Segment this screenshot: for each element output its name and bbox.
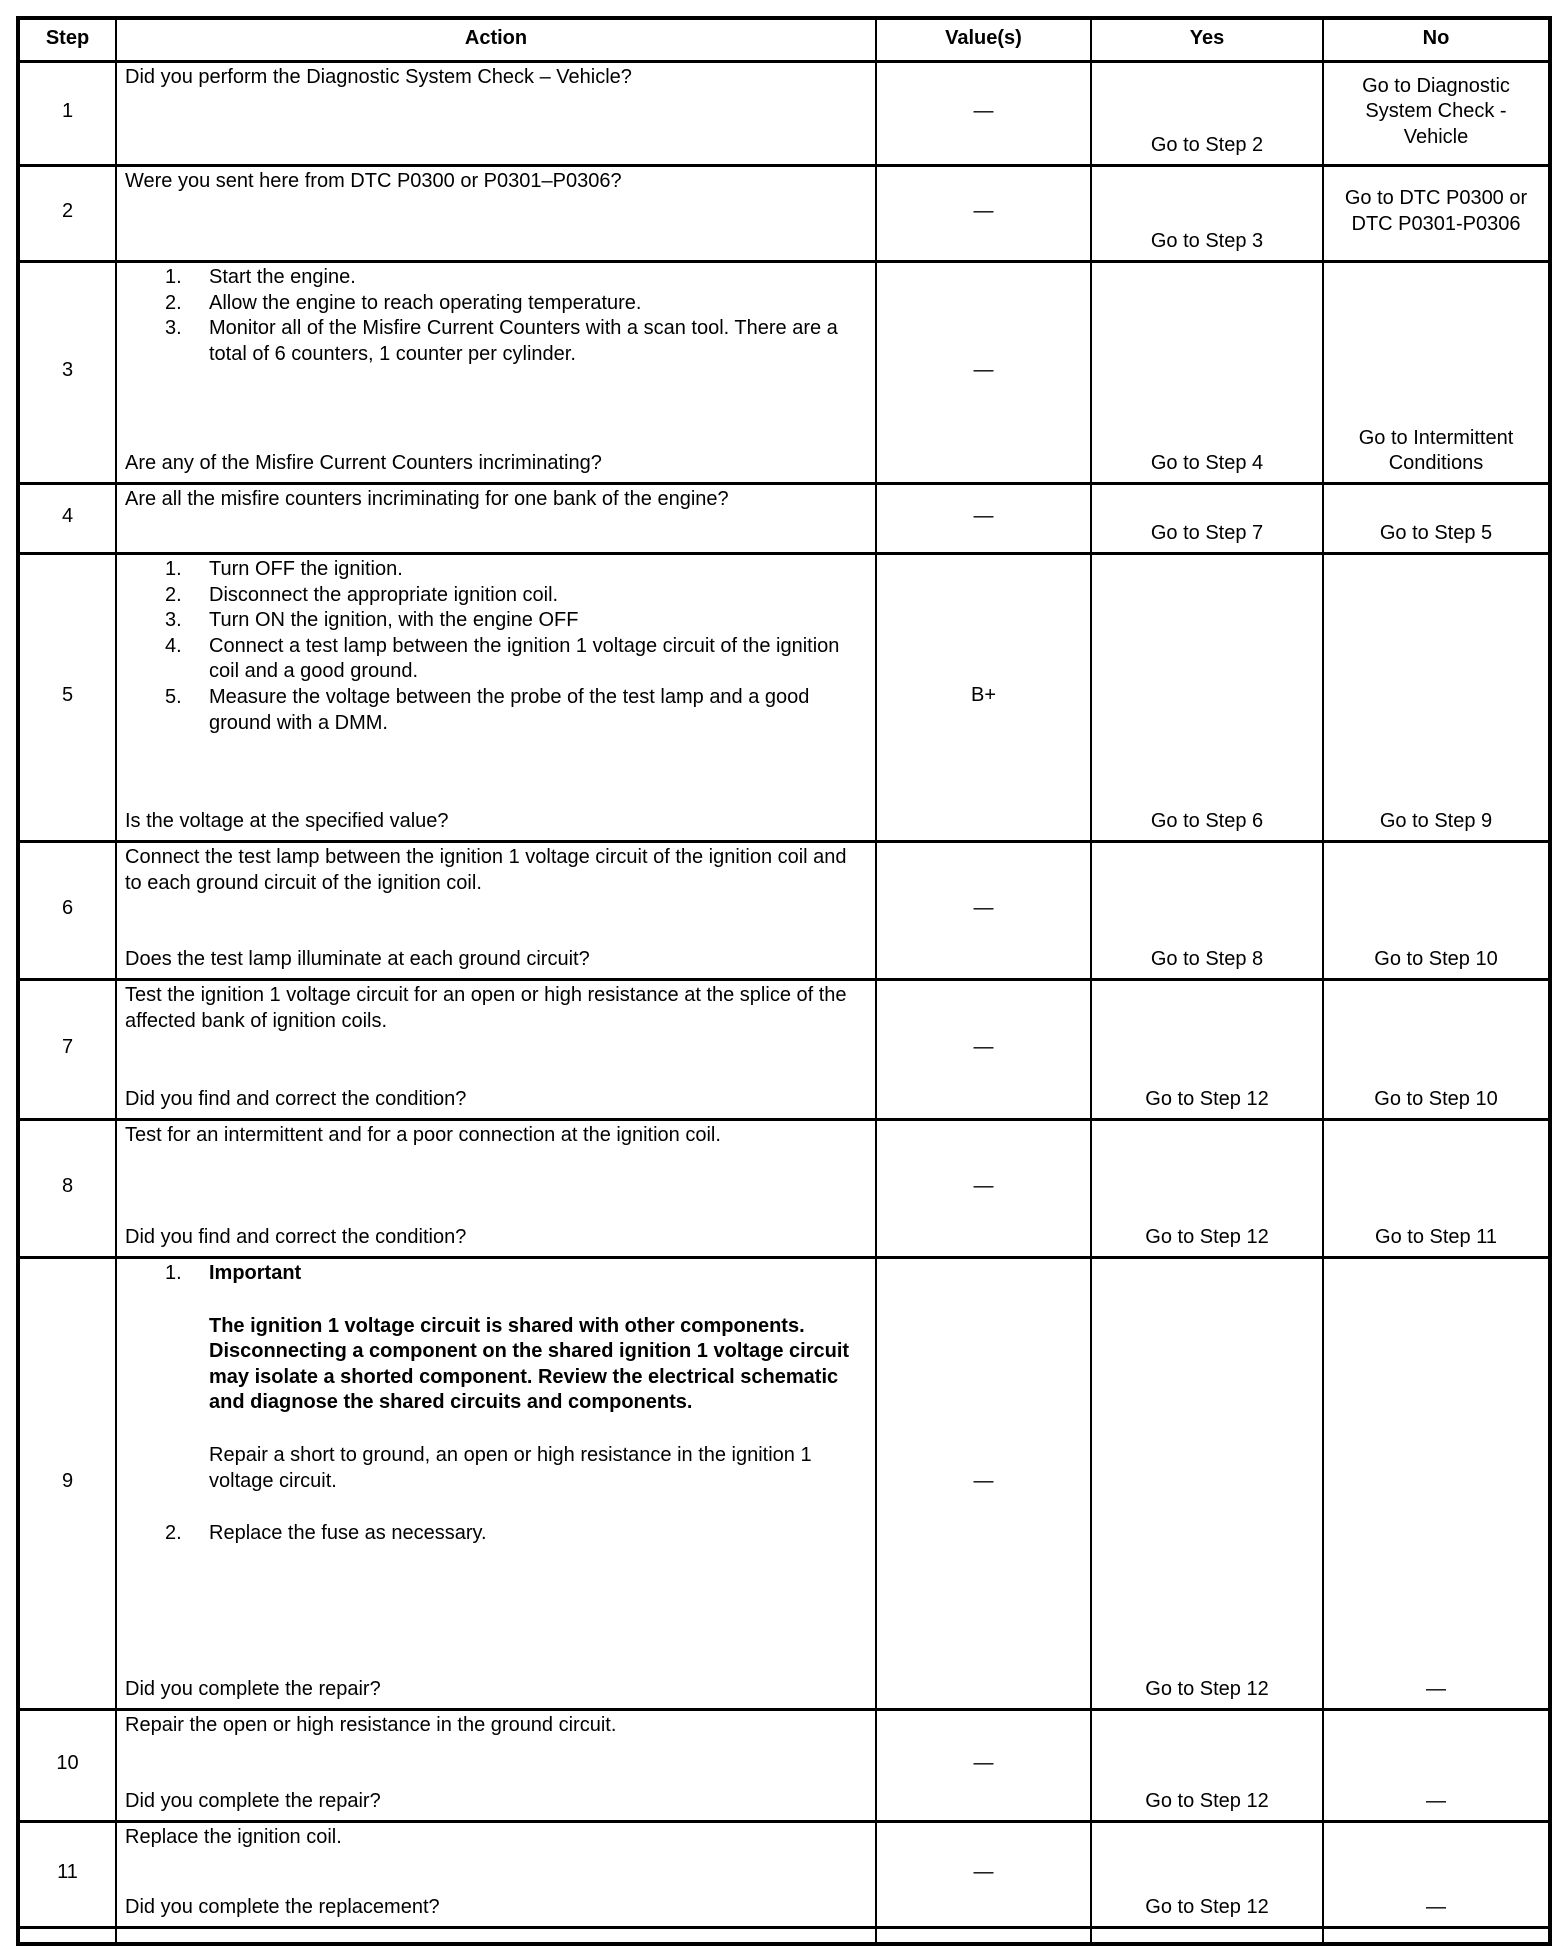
header-values: Value(s) — [875, 20, 1090, 60]
no-text: Go to Step 9 — [1379, 810, 1493, 833]
value-cell: — — [875, 167, 1090, 260]
action-step-text: Turn OFF the ignition. — [209, 558, 403, 580]
step-number: 10 — [56, 1752, 79, 1775]
no-cell — [1322, 1823, 1548, 1926]
table-row — [20, 552, 1548, 840]
value-cell: — — [875, 1259, 1090, 1708]
table-row — [20, 1118, 1548, 1256]
action-text: Are all the misfire counters incriminating for one bank of the engine? — [125, 488, 729, 510]
action-steps — [165, 1261, 867, 1547]
no-cell — [1322, 1711, 1548, 1820]
important-text: The ignition 1 voltage circuit is shared with other components. Disconnecting a component on the shared ignition 1 voltage circuit may isolate a shorted component. Review the electrical schematic and diagnose the shared circuits and components. — [209, 1314, 850, 1414]
no-cell — [1322, 1259, 1548, 1708]
action-question: Did you find and correct the condition? — [125, 1088, 467, 1111]
action-step-item — [165, 557, 867, 583]
no-cell — [1322, 485, 1548, 552]
no-cell — [1322, 63, 1548, 164]
action-text: Connect the test lamp between the ignition 1 voltage circuit of the ignition coil and to each ground circuit of the ignition coil. — [125, 846, 847, 894]
action-cell — [115, 485, 875, 552]
header-action: Action — [115, 20, 875, 60]
action-step-text: Turn ON the ignition, with the engine OFF — [209, 609, 579, 632]
yes-text: Go to Step 12 — [1145, 1226, 1269, 1249]
no-text: Go to Step 11 — [1375, 1226, 1497, 1249]
action-text: Replace the ignition coil. — [125, 1826, 342, 1848]
table-row — [20, 260, 1548, 482]
step-number: 3 — [61, 359, 74, 382]
action-step-text — [209, 1261, 867, 1494]
value-cell: — — [875, 981, 1090, 1118]
diagnostic-table — [16, 16, 1552, 1946]
table-row — [20, 60, 1548, 164]
no-text: Go to Diagnostic System Check - Vehicle — [1362, 74, 1510, 148]
yes-text: Go to Step 7 — [1150, 522, 1264, 545]
yes-cell — [1090, 263, 1322, 482]
action-step-text: Disconnect the appropriate ignition coil. — [209, 583, 559, 606]
yes-cell — [1090, 1259, 1322, 1708]
action-question: Are any of the Misfire Current Counters incriminating? — [125, 452, 602, 475]
action-step-item — [165, 583, 867, 609]
no-text: Go to Step 10 — [1374, 1088, 1498, 1111]
yes-text: Go to Step 12 — [1145, 1896, 1269, 1919]
action-step-text: Start the engine. — [209, 266, 356, 288]
action-cell — [115, 263, 875, 482]
value-cell: — — [875, 1121, 1090, 1256]
table-header-row — [20, 20, 1548, 60]
no-text: — — [1426, 1790, 1446, 1813]
action-step-text: Allow the engine to reach operating temperature. — [209, 291, 642, 314]
table-row-partial — [20, 1926, 1548, 1942]
header-step: Step — [45, 26, 90, 49]
action-cell — [115, 1121, 875, 1256]
action-cell — [115, 1823, 875, 1926]
action-cell — [115, 843, 875, 978]
action-cell — [115, 1259, 875, 1708]
yes-cell — [1090, 1711, 1322, 1820]
action-cell — [115, 167, 875, 260]
yes-text: Go to Step 8 — [1150, 948, 1264, 971]
yes-text: Go to Step 12 — [1145, 1790, 1269, 1813]
no-text: Go to Step 10 — [1374, 948, 1498, 971]
action-step-text: Measure the voltage between the probe of the test lamp and a good ground with a DMM. — [209, 685, 810, 734]
yes-text: Go to Step 12 — [1145, 1678, 1269, 1701]
action-text: Repair the open or high resistance in the ground circuit. — [125, 1714, 617, 1736]
table-row — [20, 978, 1548, 1118]
yes-cell — [1090, 485, 1322, 552]
value-cell: — — [875, 1711, 1090, 1820]
step-number: 9 — [61, 1470, 74, 1493]
action-step-item — [165, 291, 867, 317]
table-row — [20, 1820, 1548, 1926]
yes-text: Go to Step 12 — [1145, 1088, 1269, 1111]
value-cell: — — [875, 843, 1090, 978]
yes-cell — [1090, 843, 1322, 978]
step-number: 11 — [57, 1861, 78, 1884]
no-text: — — [1426, 1678, 1446, 1701]
table-row — [20, 164, 1548, 260]
step-number: 1 — [61, 100, 74, 123]
table-row — [20, 1256, 1548, 1708]
yes-cell — [1090, 1823, 1322, 1926]
value-cell: — — [875, 485, 1090, 552]
action-step-item — [165, 634, 867, 685]
action-step-item — [165, 265, 867, 291]
no-text: Go to Intermittent Conditions — [1358, 426, 1514, 475]
action-cell — [115, 555, 875, 840]
action-question: Did you complete the repair? — [125, 1790, 381, 1813]
yes-cell — [1090, 63, 1322, 164]
action-text: Did you perform the Diagnostic System Check – Vehicle? — [125, 66, 632, 88]
action-question: Did you complete the replacement? — [125, 1896, 440, 1919]
action-question: Did you find and correct the condition? — [125, 1226, 467, 1249]
table-row — [20, 482, 1548, 552]
no-text: Go to DTC P0300 or DTC P0301-P0306 — [1344, 187, 1528, 235]
step-number: 7 — [61, 1036, 74, 1059]
yes-text: Go to Step 4 — [1150, 452, 1264, 475]
step-number: 4 — [61, 505, 74, 528]
yes-cell — [1090, 981, 1322, 1118]
header-no: No — [1322, 20, 1548, 60]
action-step-item — [165, 608, 867, 634]
action-step-text: Replace the fuse as necessary. — [209, 1522, 487, 1545]
no-text: — — [1426, 1896, 1446, 1919]
action-step-item — [165, 1521, 867, 1547]
action-cell — [115, 981, 875, 1118]
header-yes: Yes — [1090, 20, 1322, 60]
no-cell — [1322, 843, 1548, 978]
value-cell: B+ — [875, 555, 1090, 840]
action-step-item — [165, 1261, 867, 1494]
yes-text: Go to Step 6 — [1150, 810, 1264, 833]
step-number: 2 — [61, 200, 74, 223]
no-text: Go to Step 5 — [1379, 522, 1493, 545]
yes-cell — [1090, 555, 1322, 840]
action-question: Is the voltage at the specified value? — [125, 810, 449, 833]
important-label: Important — [209, 1262, 302, 1284]
yes-text: Go to Step 2 — [1150, 134, 1264, 157]
no-cell — [1322, 1121, 1548, 1256]
action-step-text: Monitor all of the Misfire Current Counters with a scan tool. There are a total of 6 counters, 1 counter per cylinder. — [209, 317, 838, 365]
value-cell: — — [875, 1823, 1090, 1926]
action-step-item — [165, 685, 867, 736]
action-question: Did you complete the repair? — [125, 1678, 381, 1701]
step-number: 8 — [61, 1175, 74, 1198]
no-cell — [1322, 555, 1548, 840]
value-cell: — — [875, 63, 1090, 164]
step-number: 5 — [61, 684, 74, 707]
yes-cell — [1090, 1121, 1322, 1256]
value-cell: — — [875, 263, 1090, 482]
repair-text: Repair a short to ground, an open or high resistance in the ignition 1 voltage circuit. — [209, 1443, 812, 1492]
no-cell — [1322, 167, 1548, 260]
no-cell — [1322, 263, 1548, 482]
yes-cell — [1090, 167, 1322, 260]
action-text: Were you sent here from DTC P0300 or P0301–P0306? — [125, 170, 622, 192]
action-step-item — [165, 316, 867, 367]
action-step-text: Connect a test lamp between the ignition 1 voltage circuit of the ignition coil and a good ground. — [209, 634, 840, 683]
action-text: Test the ignition 1 voltage circuit for an open or high resistance at the splice of the affected bank of ignition coils. — [125, 984, 847, 1032]
step-number: 6 — [61, 897, 74, 920]
yes-text: Go to Step 3 — [1150, 230, 1264, 253]
action-steps — [165, 557, 867, 736]
action-cell — [115, 63, 875, 164]
no-cell — [1322, 981, 1548, 1118]
table-row — [20, 840, 1548, 978]
table-row — [20, 1708, 1548, 1820]
action-text: Test for an intermittent and for a poor connection at the ignition coil. — [125, 1124, 721, 1146]
action-cell — [115, 1711, 875, 1820]
action-steps — [165, 265, 867, 367]
action-question: Does the test lamp illuminate at each ground circuit? — [125, 948, 590, 971]
